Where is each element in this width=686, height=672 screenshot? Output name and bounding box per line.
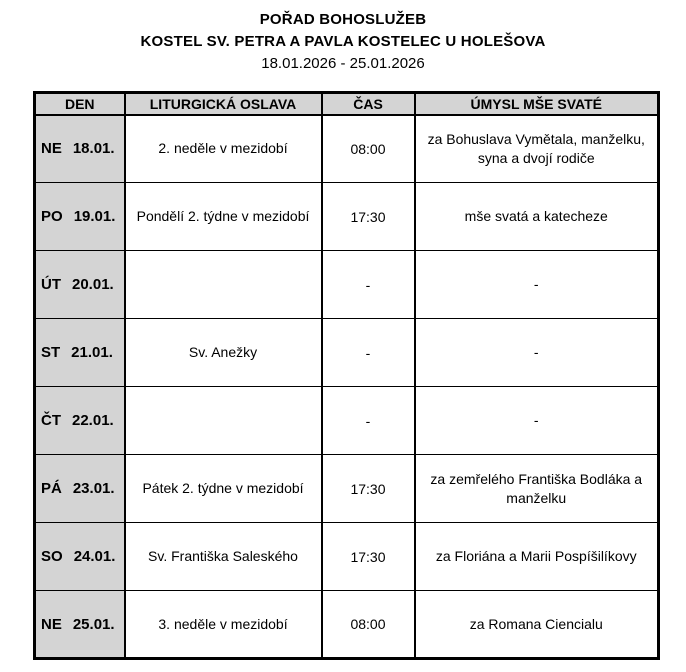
celebration-cell <box>125 251 322 319</box>
document-title: POŘAD BOHOSLUŽEB <box>259 11 427 28</box>
day-abbreviation: ST <box>41 344 61 361</box>
day-cell <box>35 319 125 387</box>
time-cell: 17:30 <box>322 183 415 251</box>
celebration-cell: 2. neděle v mezidobí <box>125 115 322 183</box>
column-header-liturgical-celebration: LITURGICKÁ OSLAVA <box>125 93 322 115</box>
document-header <box>0 0 686 75</box>
time-cell: - <box>322 387 415 455</box>
day-date: 21.01. <box>71 344 113 361</box>
intention-cell: za Romana Ciencialu <box>415 591 659 659</box>
column-header-mass-intention: ÚMYSL MŠE SVATÉ <box>415 93 659 115</box>
intention-cell: za Bohuslava Vymětala, manželku, syna a dvojí rodiče <box>415 115 659 183</box>
intention-cell: - <box>415 319 659 387</box>
day-cell <box>35 455 125 523</box>
celebration-cell: Sv. Anežky <box>125 319 322 387</box>
celebration-cell: Pondělí 2. týdne v mezidobí <box>125 183 322 251</box>
day-abbreviation: PÁ <box>41 480 62 497</box>
celebration-cell <box>125 387 322 455</box>
day-abbreviation: SO <box>41 548 63 565</box>
day-abbreviation: PO <box>41 208 63 225</box>
day-abbreviation: NE <box>41 615 62 633</box>
intention-cell: za Floriána a Marii Pospíšilíkovy <box>415 523 659 591</box>
celebration-cell: Sv. Františka Saleského <box>125 523 322 591</box>
celebration-cell: 3. neděle v mezidobí <box>125 591 322 659</box>
day-cell <box>35 251 125 319</box>
intention-cell: - <box>415 387 659 455</box>
table-row <box>35 591 659 659</box>
date-range: 18.01.2026 - 25.01.2026 <box>261 55 425 72</box>
celebration-cell: Pátek 2. týdne v mezidobí <box>125 455 322 523</box>
day-cell <box>35 591 125 659</box>
day-date: 19.01. <box>73 208 116 225</box>
day-cell <box>35 115 125 183</box>
day-date: 20.01. <box>72 276 114 293</box>
day-abbreviation: ČT <box>41 412 61 429</box>
day-date: 23.01. <box>72 480 115 497</box>
day-abbreviation: NE <box>41 140 62 158</box>
day-cell <box>35 183 125 251</box>
column-header-day: DEN <box>35 93 125 115</box>
column-header-time: ČAS <box>322 93 415 115</box>
time-cell: - <box>322 251 415 319</box>
table-header-row <box>35 93 659 115</box>
day-date: 25.01. <box>72 615 115 633</box>
intention-cell: mše svatá a katecheze <box>415 183 659 251</box>
table-row <box>35 115 659 183</box>
intention-cell: - <box>415 251 659 319</box>
day-cell <box>35 523 125 591</box>
day-date: 24.01. <box>73 548 116 565</box>
time-cell: 17:30 <box>322 523 415 591</box>
time-cell: - <box>322 319 415 387</box>
time-cell: 08:00 <box>322 115 415 183</box>
table-row <box>35 251 659 319</box>
church-name: KOSTEL SV. PETRA A PAVLA KOSTELEC U HOLEŠOVA <box>140 33 546 50</box>
table-row <box>35 387 659 455</box>
time-cell: 17:30 <box>322 455 415 523</box>
table-row <box>35 455 659 523</box>
table-row <box>35 523 659 591</box>
table-row <box>35 183 659 251</box>
table-row <box>35 319 659 387</box>
day-cell <box>35 387 125 455</box>
mass-schedule-table <box>33 91 660 660</box>
intention-cell: za zemřelého Františka Bodláka a manželku <box>415 455 659 523</box>
time-cell: 08:00 <box>322 591 415 659</box>
day-abbreviation: ÚT <box>41 276 61 293</box>
day-date: 22.01. <box>72 412 114 429</box>
day-date: 18.01. <box>72 140 115 158</box>
